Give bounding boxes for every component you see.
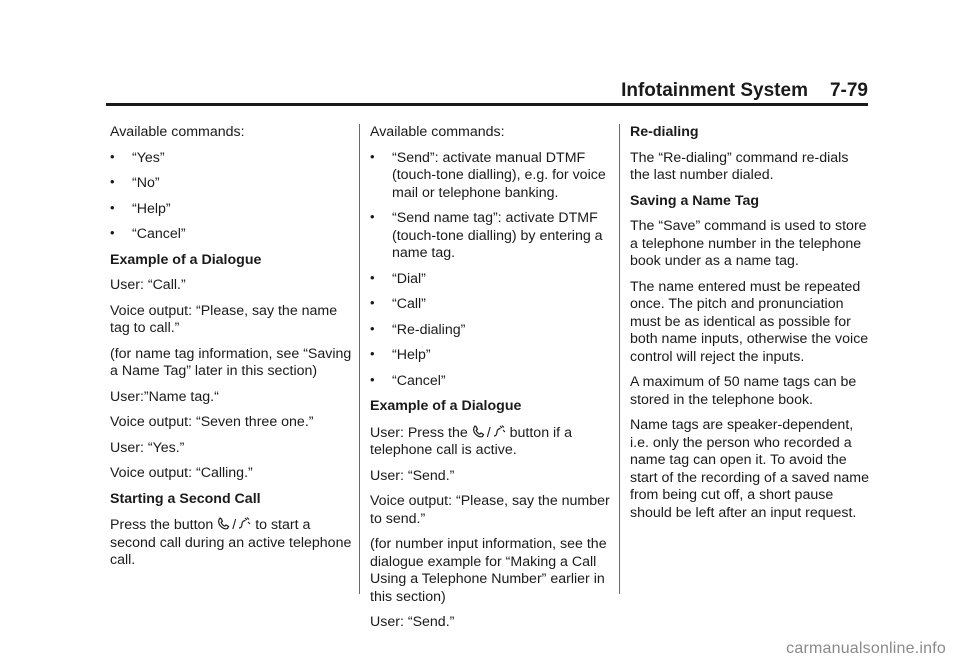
- second-call-heading: Starting a Second Call: [110, 490, 261, 507]
- command-list: [110, 150, 354, 244]
- command-item: • “Yes”: [110, 150, 354, 168]
- paragraph: The “Save” command is used to store a telephone number in the telephone book under as a name tag.: [630, 218, 867, 269]
- paragraph: User: “Send.”: [370, 467, 455, 484]
- voice-command-icon: [493, 424, 506, 439]
- text-fragment: User: Press the: [370, 424, 468, 441]
- command-item: • “Send name tag”: activate DTMF (touch-tone dialling) by entering a name tag.: [370, 210, 610, 263]
- paragraph: (for name tag information, see “Saving a Name Tag” later in this section): [110, 345, 352, 379]
- press-paragraph: [370, 424, 610, 460]
- paragraph: Voice output: “Seven three one.”: [110, 414, 314, 430]
- paragraph: (for number input information, see the dialogue example for “Making a Call Using a Telephone Number” earlier in this section): [370, 536, 607, 605]
- paragraph: User: “Yes.”: [110, 439, 185, 456]
- redial-heading: Re-dialing: [630, 124, 699, 140]
- command-item: • “Cancel”: [370, 373, 610, 391]
- dialogue-heading: Example of a Dialogue: [110, 251, 262, 268]
- section-title: Infotainment System: [621, 80, 808, 101]
- command-item: • “Call”: [370, 296, 610, 314]
- paragraph: User: “Call.”: [110, 277, 186, 293]
- command-item: • “Cancel”: [110, 226, 354, 244]
- page-number: 7-79: [829, 80, 868, 101]
- paragraph: User: “Send.”: [370, 614, 455, 630]
- paragraph: Name tags are speaker-dependent, i.e. only the person who recorded a name tag can open it. To avoid the start of the recording of a saved name from being cut off, a short pause should be left after an input request.: [630, 417, 869, 521]
- paragraph: User:”Name tag.“: [110, 388, 219, 405]
- command-item: • “Re-dialing”: [370, 322, 610, 340]
- command-item: • “Dial”: [370, 271, 610, 289]
- column-divider-2: [619, 124, 620, 594]
- phone-talk-icon: [217, 516, 230, 531]
- column-2: [370, 124, 610, 640]
- paragraph: The name entered must be repeated once. The pitch and pronunciation must be as identical as possible for both name inputs, otherwise the voice control will reject the inputs.: [630, 278, 869, 365]
- text-fragment: button if a telephone call is active.: [370, 424, 572, 458]
- column-3: [630, 124, 870, 530]
- column-divider-1: [359, 124, 360, 594]
- command-item: • “No”: [110, 175, 354, 193]
- text-fragment: to start a second call during an active telephone call.: [110, 517, 352, 568]
- column-1: [110, 124, 354, 578]
- watermark: carmanualsonline.info: [786, 640, 946, 657]
- paragraph: Voice output: “Calling.”: [110, 465, 253, 481]
- commands-intro: Available commands:: [370, 124, 505, 140]
- page-header: [106, 80, 868, 104]
- command-item: • “Help”: [110, 201, 354, 219]
- voice-command-icon: [238, 516, 251, 531]
- header-rule: [106, 103, 868, 106]
- command-item: • “Help”: [370, 347, 610, 365]
- commands-intro: Available commands:: [110, 124, 245, 140]
- slash: /: [486, 424, 491, 441]
- save-name-tag-heading: Saving a Name Tag: [630, 192, 760, 209]
- command-list: [370, 150, 610, 391]
- dialogue-heading: Example of a Dialogue: [370, 398, 522, 414]
- paragraph: Voice output: “Please, say the number to send.”: [370, 493, 610, 527]
- phone-talk-icon: [472, 424, 485, 439]
- second-call-paragraph: [110, 516, 354, 570]
- paragraph: Voice output: “Please, say the name tag to call.”: [110, 302, 338, 336]
- slash: /: [232, 517, 237, 533]
- command-item: • “Send”: activate manual DTMF (touch-tone dialling), e.g. for voice mail or telephone banking.: [370, 150, 610, 203]
- paragraph: A maximum of 50 name tags can be stored in the telephone book.: [630, 374, 857, 408]
- paragraph: The “Re-dialing” command re-dials the last number dialed.: [630, 149, 849, 183]
- text-fragment: Press the button: [110, 517, 214, 533]
